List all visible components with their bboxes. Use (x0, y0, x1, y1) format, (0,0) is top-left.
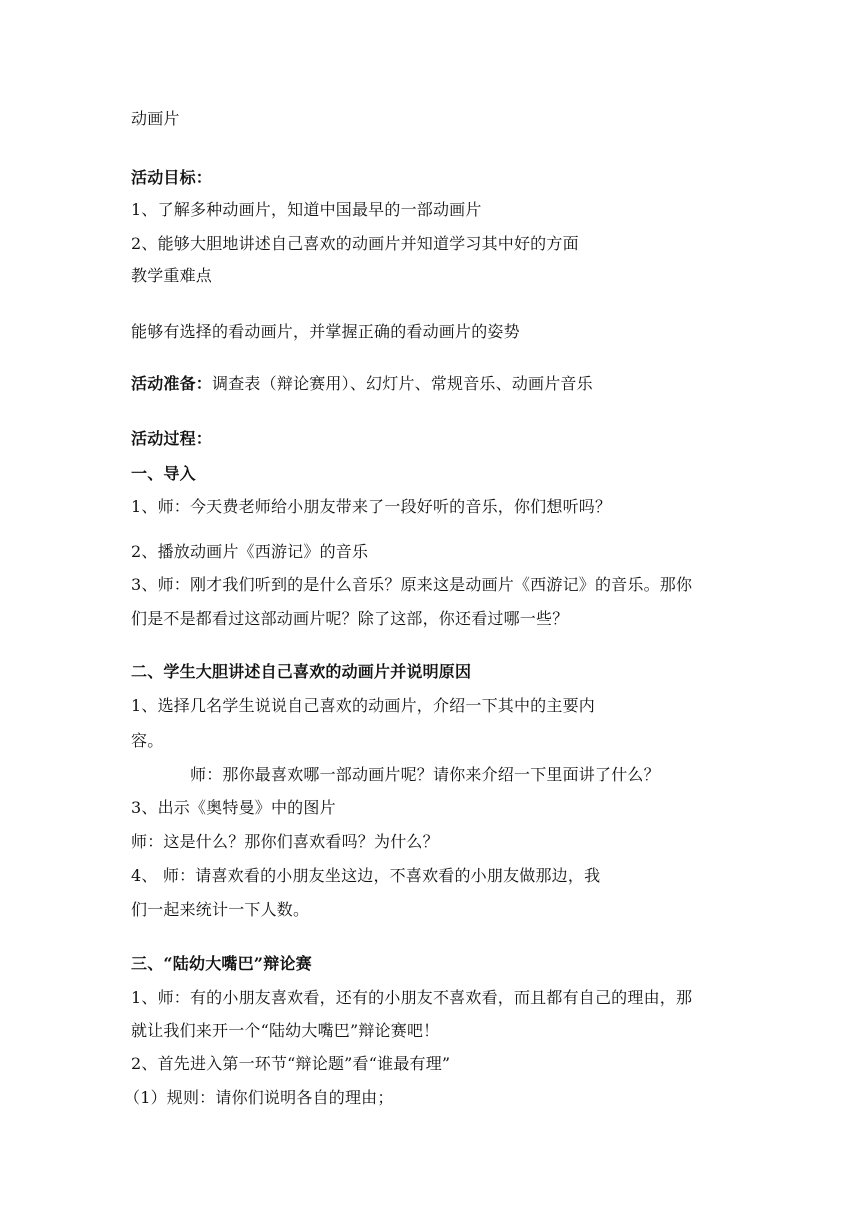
section-2-item-1-line-2: 容。 (131, 731, 164, 750)
section-2-item-1-line-1: 1、选择几名学生说说自己喜欢的动画片，介绍一下其中的主要内 (131, 696, 595, 715)
process-heading: 活动过程： (131, 429, 213, 448)
section-1-item-2: 2、播放动画片《西游记》的音乐 (131, 542, 369, 561)
section-3-rule: （1）规则：请你们说明各自的理由； (124, 1088, 394, 1107)
section-2-item-4-line-1: 4、 师：请喜欢看的小朋友坐这边，不喜欢看的小朋友做那边，我 (131, 866, 601, 885)
preparation-text: 调查表（辩论赛用）、幻灯片、常规音乐、动画片音乐 (212, 374, 593, 393)
preparation-label: 活动准备： (131, 374, 213, 393)
section-1-item-1: 1、师：今天费老师给小朋友带来了一段好听的音乐，你们想听吗？ (131, 497, 612, 516)
goal-item-1: 1、了解多种动画片，知道中国最早的一部动画片 (131, 200, 482, 219)
section-2-teacher-question: 师：那你最喜欢哪一部动画片呢？请你来介绍一下里面讲了什么？ (190, 765, 660, 784)
section-2-item-3: 3、出示《奥特曼》中的图片 (131, 798, 336, 817)
section-2-item-4-line-2: 们一起来统计一下人数。 (131, 900, 310, 919)
key-difficulty-text: 能够有选择的看动画片，并掌握正确的看动画片的姿势 (131, 322, 520, 341)
section-3-heading: 三、“陆幼大嘴巴”辩论赛 (131, 954, 312, 973)
goal-heading: 活动目标： (131, 168, 213, 187)
section-3-item-1-line-1: 1、师：有的小朋友喜欢看，还有的小朋友不喜欢看，而且都有自己的理由，那 (131, 988, 693, 1007)
section-1-item-3-line-1: 3、师：刚才我们听到的是什么音乐？原来这是动画片《西游记》的音乐。那你 (131, 575, 693, 594)
preparation-line (131, 373, 593, 395)
section-3-item-1-line-2: 就让我们来开一个“陆幼大嘴巴”辩论赛吧！ (131, 1021, 440, 1040)
section-2-teacher-line: 师：这是什么？那你们喜欢看吗？为什么？ (131, 832, 439, 851)
section-1-item-3-line-2: 们是不是都看过这部动画片呢？除了这部，你还看过哪一些？ (131, 609, 569, 628)
document-title: 动画片 (131, 109, 180, 128)
section-1-heading: 一、导入 (131, 464, 196, 483)
key-difficulty-heading: 教学重难点 (131, 266, 213, 285)
section-3-item-2: 2、首先进入第一环节“辩论题”看“谁最有理” (131, 1054, 451, 1073)
section-2-heading: 二、学生大胆讲述自己喜欢的动画片并说明原因 (131, 662, 472, 681)
goal-item-2: 2、能够大胆地讲述自己喜欢的动画片并知道学习其中好的方面 (131, 234, 579, 253)
